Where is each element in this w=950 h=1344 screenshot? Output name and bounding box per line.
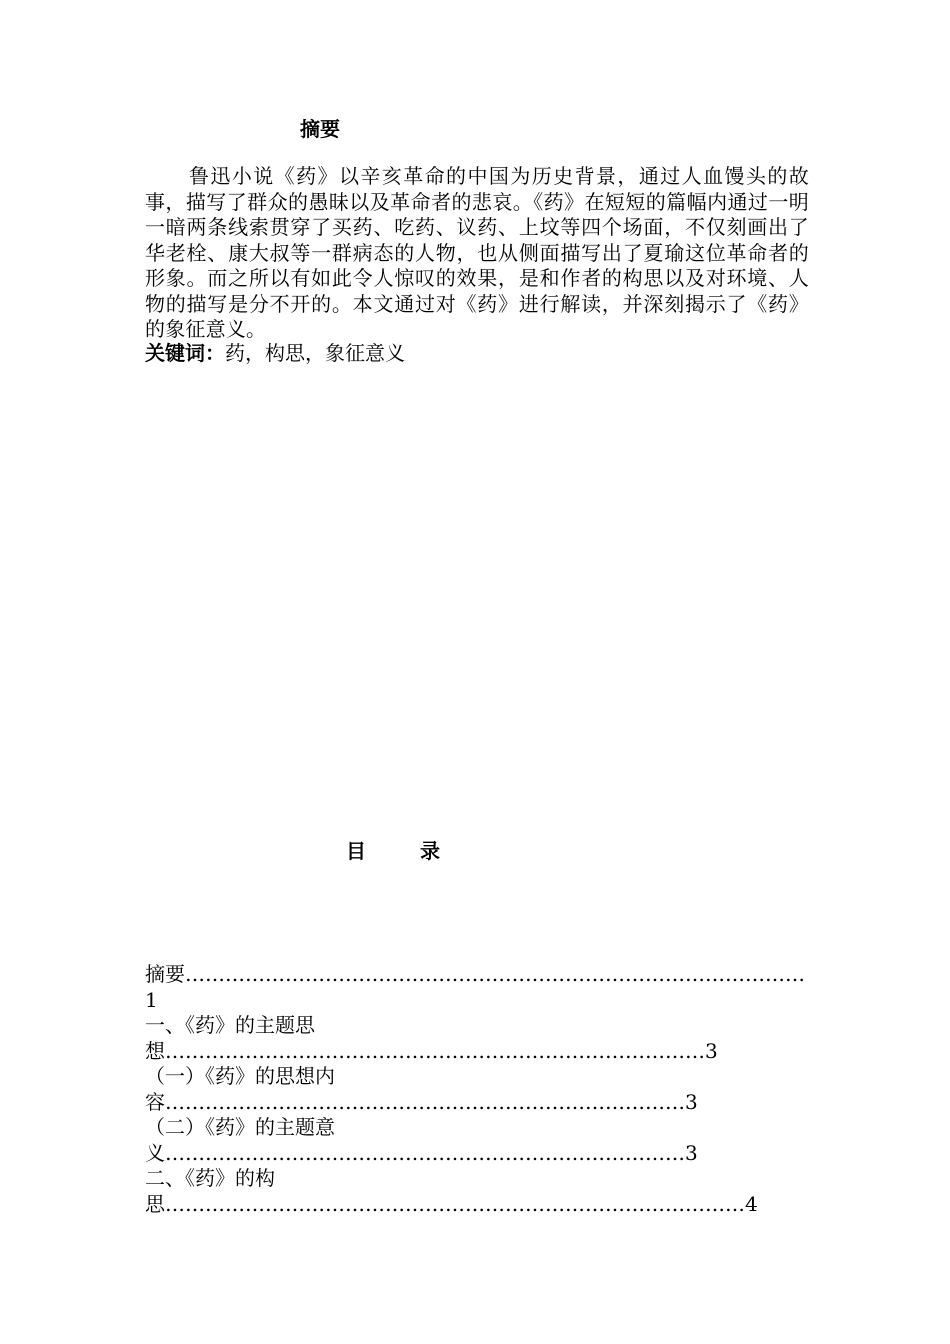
toc-entry-leader: ……………………………………………………………………… <box>165 1038 705 1063</box>
keywords-label: 关键词： <box>145 341 225 365</box>
toc-entry-title: 一、《药》的主题思想 <box>145 1013 315 1063</box>
toc-entry-title: （一）《药》的思想内容 <box>145 1064 335 1114</box>
abstract-body: 鲁迅小说《药》以辛亥革命的中国为历史背景，通过人血馒头的故事，描写了群众的愚昧以及革命者的悲哀。《药》在短短的篇幅内通过一明一暗两条线索贯穿了买药、吃药、议药、上坟等四个场面，不仅刻画出了华老栓、康大叔等一群病态的人物，也从侧面描写出了夏瑜这位革命者的形象。而之所以有如此令人惊叹的效果，是和作者的构思以及对环境、人物的描写是分不开的。本文通过对《药》进行解读，并深刻揭示了《药》的象征意义。 <box>145 164 809 341</box>
toc-title-first: 目 <box>346 839 366 863</box>
toc-entry-leader: …………………………………………………………………… <box>165 1089 685 1114</box>
toc-entry-leader: ………………………………………………………………………………… <box>185 962 805 986</box>
toc-entry-page: 4 <box>745 1191 758 1216</box>
abstract-title: 摘要 <box>300 117 340 141</box>
toc-entry-leader: …………………………………………………………………… <box>165 1140 685 1165</box>
toc-entry-title: 二、《药》的构思 <box>145 1166 275 1216</box>
toc-entry-title: （二）《药》的主题意义 <box>145 1115 335 1165</box>
toc-entry-page: 3 <box>685 1089 698 1114</box>
toc-title-second: 录 <box>420 839 440 863</box>
keywords-value: 药，构思，象征意义 <box>225 341 405 365</box>
toc-entry-content[interactable] <box>145 1064 809 1115</box>
toc-entry-theme[interactable] <box>145 1013 809 1064</box>
toc-entry-leader: …………………………………………………………………………… <box>165 1191 745 1216</box>
toc-entry-significance[interactable] <box>145 1115 809 1166</box>
toc-entry-abstract[interactable] <box>145 962 809 1013</box>
toc-entry-conception[interactable] <box>145 1166 809 1217</box>
toc-entry-page: 3 <box>685 1140 698 1165</box>
toc-list <box>145 962 809 1217</box>
toc-title <box>346 838 440 864</box>
toc-entry-page: 1 <box>145 987 158 1012</box>
toc-entry-page: 3 <box>705 1038 718 1063</box>
toc-entry-title: 摘要 <box>145 962 185 986</box>
keywords-line <box>145 341 405 366</box>
